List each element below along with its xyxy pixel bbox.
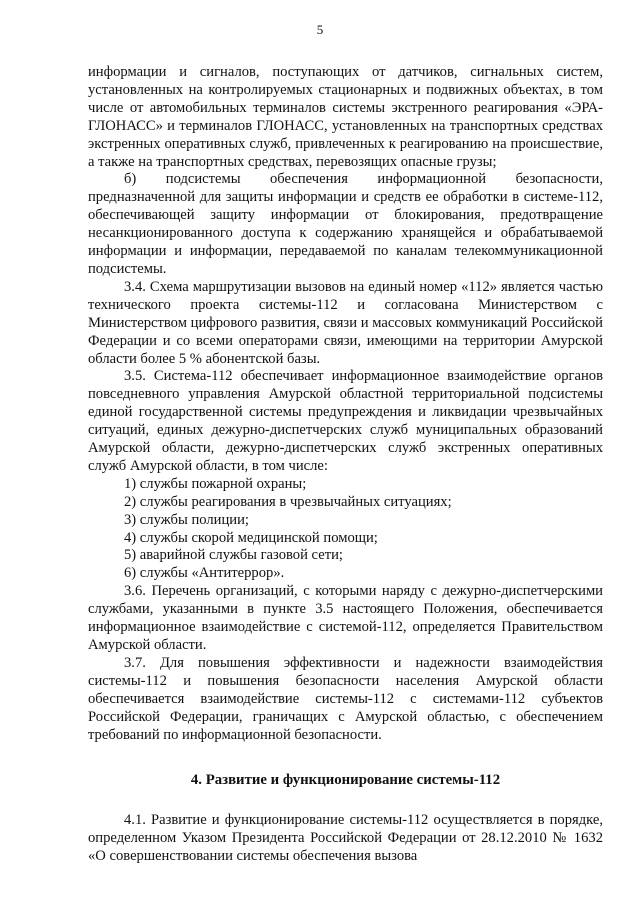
services-list (88, 476, 603, 583)
section-heading: 4. Развитие и функционирование системы-112 (190, 772, 501, 789)
paragraph-3-7: 3.7. Для повышения эффективности и надежности взаимодействия системы-112 и повышения безопасности населения Амурской области обеспечивается взаимодействие системы-112 с системами-112 субъектов Российской Федерации, граничащих с Амурской областью, с обеспечением требований по информационной безопасности. (88, 654, 603, 743)
paragraph-security-subsystem: б) подсистемы обеспечения информационной безопасности, предназначенной для защиты информации и средств ее обработки в системе-112, обеспечивающей защиту информации от блокирования, предотвращение несанкционированного доступа к содержанию хранящейся и обрабатываемой информации и информации, передаваемой по каналам телекоммуникационной подсистемы. (88, 171, 603, 277)
list-item: 3) службы полиции; (124, 511, 249, 528)
paragraph-3-5: 3.5. Система-112 обеспечивает информационное взаимодействие органов повседневного управления Амурской областной территориальной подсистемы единой государственной системы предупреждения и ликвидации чрезвычайных ситуаций, единых дежурно-диспетчерских служб муниципальных образований Амурской области, дежурно-диспетчерских служб экстренных оперативных служб Амурской области, в том числе: (88, 368, 603, 474)
page-number: 5 (316, 22, 324, 37)
paragraph-4-1: 4.1. Развитие и функционирование системы-112 осуществляется в порядке, определенном Указом Президента Российской Федерации от 28.12.2010 № 1632 «О совершенствовании системы обеспечения вызова (88, 812, 603, 865)
paragraph-3-4: 3.4. Схема маршрутизации вызовов на единый номер «112» является частью технического проекта системы-112 и согласована Министерством с Министерством цифрового развития, связи и массовых коммуникаций Российской Федерации и со всеми операторами связи, имеющими на территории Амурской области более 5 % абонентской базы. (88, 278, 603, 367)
list-item: 6) службы «Антитеррор». (124, 565, 285, 582)
paragraph-continuation: информации и сигналов, поступающих от датчиков, сигнальных систем, установленных на контролируемых стационарных и подвижных объектах, в том числе от автомобильных терминалов системы экстренного реагирования «ЭРА-ГЛОНАСС» и терминалов ГЛОНАСС, установленных на транспортных средствах экстренных оперативных служб, привлеченных к реагированию на происшествие, а также на транспортных средствах, перевозящих опасные грузы; (88, 64, 603, 170)
list-item: 1) службы пожарной охраны; (124, 475, 307, 492)
list-item: 5) аварийной службы газовой сети; (124, 547, 343, 564)
list-item: 2) службы реагирования в чрезвычайных ситуациях; (124, 493, 452, 510)
document-body (88, 64, 603, 866)
list-item: 4) службы скорой медицинской помощи; (124, 529, 378, 546)
paragraph-3-6: 3.6. Перечень организаций, с которыми наряду с дежурно-диспетчерскими службами, указанными в пункте 3.5 настоящего Положения, обеспечивается информационное взаимодействие с системой-112, определяется Правительством Амурской области. (88, 583, 603, 653)
